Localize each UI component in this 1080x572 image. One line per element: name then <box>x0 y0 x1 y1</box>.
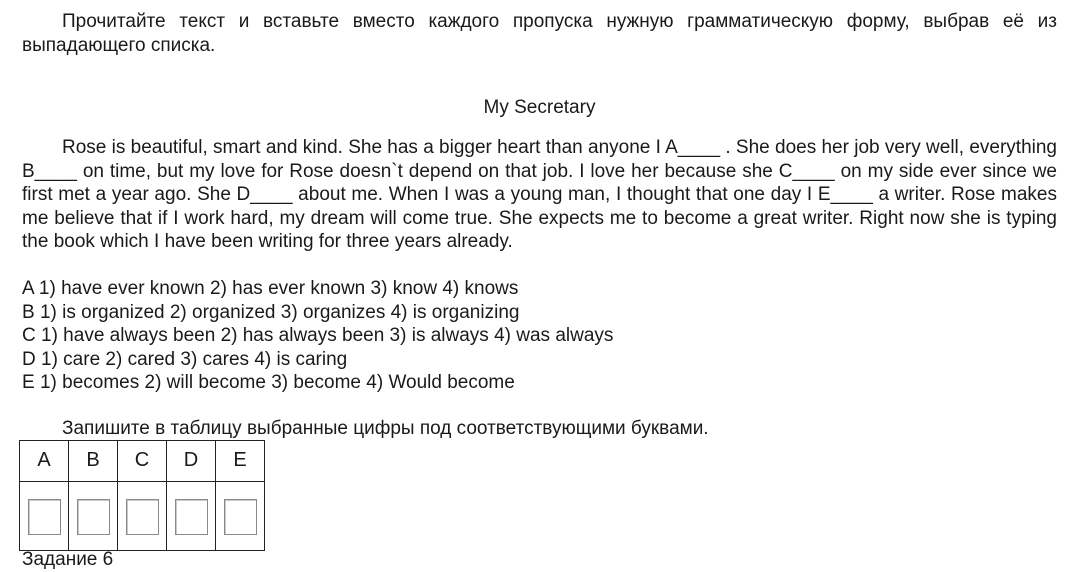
table-caption: Запишите в таблицу выбранные цифры под соответствующими буквами. <box>62 418 709 439</box>
option-letter: D <box>22 348 36 370</box>
option-row-b <box>22 301 1057 325</box>
next-task-heading: Задание 6 <box>22 549 114 570</box>
option-choices: 1) becomes 2) will become 3) become 4) Would become <box>34 372 515 393</box>
answer-cell-d <box>167 482 216 551</box>
answer-cell-e <box>216 482 265 551</box>
option-choices: 1) have always been 2) has always been 3) is always 4) was always <box>35 325 614 346</box>
option-letter: A <box>22 278 34 299</box>
answer-input-d[interactable] <box>175 499 208 535</box>
answer-table <box>19 440 265 551</box>
answer-input-e[interactable] <box>224 499 257 535</box>
answer-options <box>22 277 1057 395</box>
option-row-a <box>22 277 1057 301</box>
option-choices: 1) have ever known 2) has ever known 3) know 4) knows <box>33 278 519 299</box>
answer-input-a[interactable] <box>28 499 61 535</box>
option-row-c <box>22 324 1057 348</box>
answer-cell-a <box>20 482 69 551</box>
task-instruction: Прочитайте текст и вставьте вместо каждого пропуска нужную грамматическую форму, выбрав её из выпадающего списка. <box>22 11 1057 56</box>
option-letter: C <box>22 325 36 346</box>
column-header-d: D <box>167 441 216 482</box>
answer-input-b[interactable] <box>77 499 110 535</box>
option-letter: E <box>22 372 35 393</box>
option-row-e <box>22 371 1057 395</box>
option-choices: 1) care 2) cared 3) cares 4) is caring <box>35 348 348 370</box>
passage-title: My Secretary <box>483 97 596 118</box>
column-header-b: B <box>69 441 118 482</box>
option-row-d <box>22 348 1057 372</box>
column-header-a: A <box>20 441 69 482</box>
option-letter: B <box>22 301 35 323</box>
passage-text: Rose is beautiful, smart and kind. She has a bigger heart than anyone I A____ . She does her job very well, everything B____ on time, but my love for Rose doesn`t depend on that job. I love her because she C____ on my side ever since we first met a year ago. She D____ about me. When I was a young man, I thought that one day I E____ a writer. Rose makes me believe that if I work hard, my dream will come true. She expects me to become a great writer. Right now she is typing the book which I have been writing for three years already. <box>22 137 1057 252</box>
column-header-e: E <box>216 441 265 482</box>
answer-cell-c <box>118 482 167 551</box>
answer-cell-b <box>69 482 118 551</box>
option-choices: 1) is organized 2) organized 3) organizes 4) is organizing <box>34 301 520 323</box>
answer-input-c[interactable] <box>126 499 159 535</box>
column-header-c: C <box>118 441 167 482</box>
